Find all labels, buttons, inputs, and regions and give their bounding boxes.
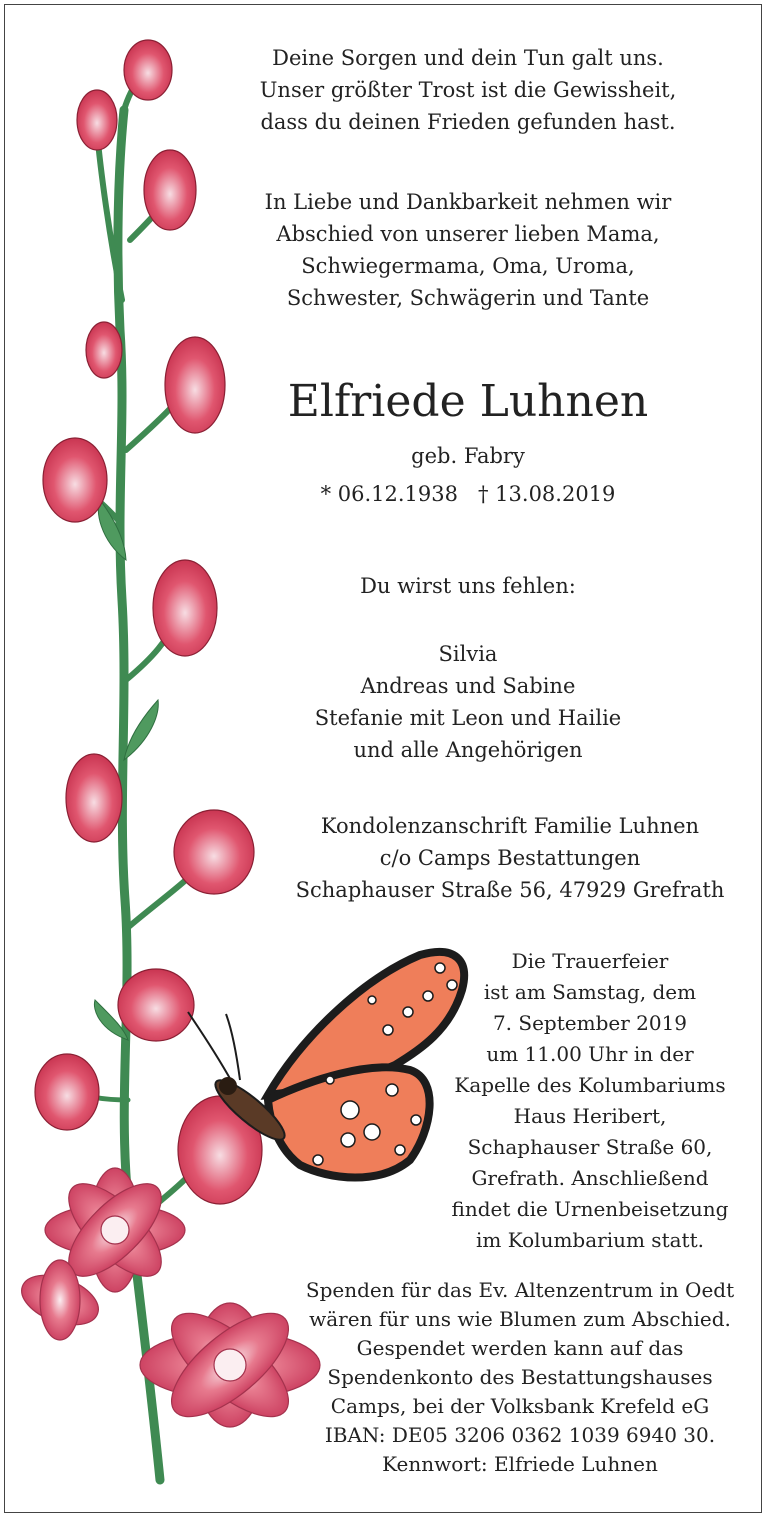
missed-heading: Du wirst uns fehlen: [360, 574, 576, 598]
family-line: und alle Angehörigen [353, 738, 583, 762]
donations-line: Gespendet werden kann auf das [356, 1336, 684, 1360]
donations-line: wären für uns wie Blumen zum Abschied. [309, 1307, 731, 1331]
ceremony-line: Die Trauerfeier [511, 949, 669, 973]
family-block [218, 638, 718, 766]
donations-line: IBAN: DE05 3206 0362 1039 6940 30. [324, 1423, 716, 1447]
condolence-address [270, 810, 750, 906]
donations-line: Camps, bei der Volksbank Krefeld eG [330, 1394, 710, 1418]
family-line: Stefanie mit Leon und Hailie [314, 706, 622, 730]
address-line: Kondolenzanschrift Familie Luhnen [320, 814, 700, 838]
family-line: Andreas und Sabine [360, 674, 576, 698]
verse-line: dass du deinen Frieden gefunden hast. [260, 110, 676, 134]
address-line: c/o Camps Bestattungen [379, 846, 641, 870]
ceremony-line: um 11.00 Uhr in der [486, 1042, 694, 1066]
ceremony-line: 7. September 2019 [492, 1011, 688, 1035]
ceremony-line: findet die Urnenbeisetzung [451, 1197, 729, 1221]
ceremony-line: Grefrath. Anschließend [471, 1166, 709, 1190]
maiden-name: geb. Fabry [411, 444, 525, 468]
ceremony-line: ist am Samstag, dem [483, 980, 697, 1004]
intro-line: Schwiegermama, Oma, Uroma, [301, 254, 635, 278]
ceremony-line: Kapelle des Kolumbariums [454, 1073, 726, 1097]
verse-line: Deine Sorgen und dein Tun galt uns. [272, 46, 664, 70]
intro-line: Schwester, Schwägerin und Tante [286, 286, 650, 310]
verse-block [218, 42, 718, 138]
donations-line: Spendenkonto des Bestattungshauses [327, 1365, 713, 1389]
intro-line: Abschied von unserer lieben Mama, [276, 222, 660, 246]
address-line: Schaphauser Straße 56, 47929 Grefrath [295, 878, 725, 902]
ceremony-line: Schaphauser Straße 60, [467, 1135, 713, 1159]
ceremony-line: im Kolumbarium statt. [476, 1228, 704, 1252]
family-line: Silvia [438, 642, 498, 666]
ceremony-block [430, 946, 750, 1256]
donations-line: Spenden für das Ev. Altenzentrum in Oedt [305, 1278, 735, 1302]
ceremony-line: Haus Heribert, [513, 1104, 667, 1128]
life-dates: * 06.12.1938 † 13.08.2019 [320, 482, 616, 506]
donations-line: Kennwort: Elfriede Luhnen [382, 1452, 658, 1476]
verse-line: Unser größter Trost ist die Gewissheit, [259, 78, 677, 102]
deceased-name: Elfriede Luhnen [287, 376, 649, 427]
donations-block [290, 1276, 750, 1479]
intro-line: In Liebe und Dankbarkeit nehmen wir [264, 190, 672, 214]
intro-block [218, 186, 718, 314]
